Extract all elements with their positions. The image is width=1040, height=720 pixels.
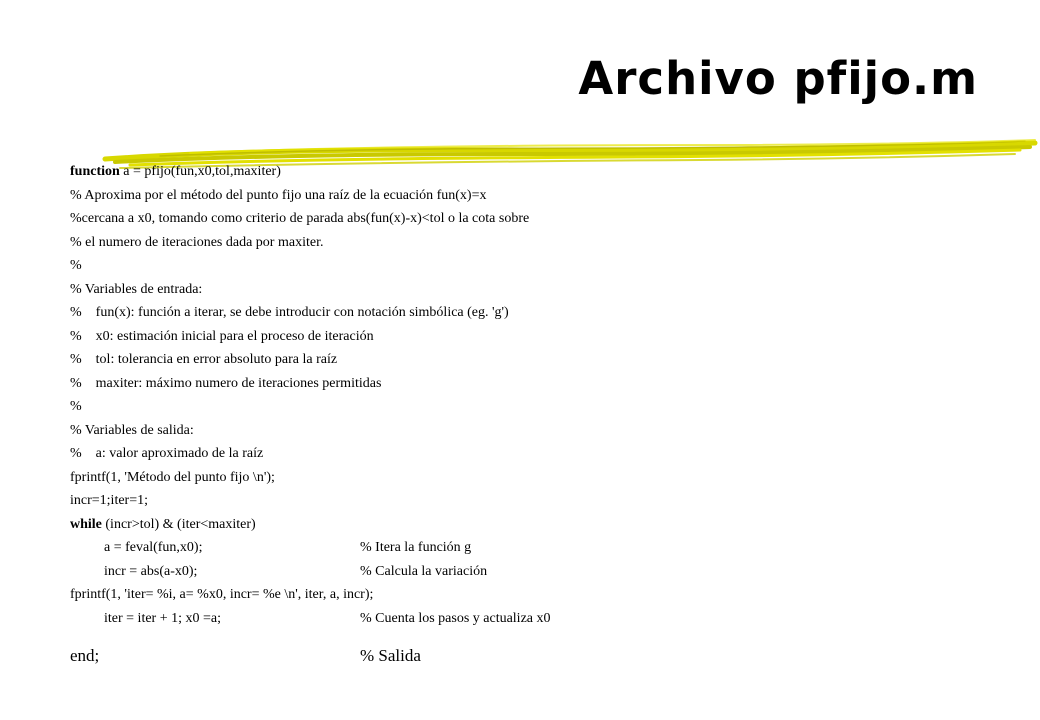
code-comment: % Itera la función g: [360, 540, 472, 555]
keyword-function: function: [70, 164, 120, 179]
code-text: a = pfijo(fun,x0,tol,maxiter): [119, 164, 281, 179]
code-line-12: % Variables de salida:: [70, 422, 194, 438]
code-line-3: %cercana a x0, tomando como criterio de parada abs(fun(x)-x)<tol o la cota sobre: [70, 211, 530, 226]
code-comment: % Cuenta los pasos y actualiza x0: [360, 610, 551, 626]
code-line-19: fprintf(1, 'iter= %i, a= %x0, incr= %e \n', iter, a, incr);: [70, 587, 374, 602]
code-line-4: % el numero de iteraciones dada por maxiter.: [70, 234, 324, 250]
slide-title: Archivo pfijo.m: [578, 52, 978, 105]
code-line-2: % Aproxima por el método del punto fijo una raíz de la ecuación fun(x)=x: [70, 187, 487, 203]
code-line-21: [70, 647, 529, 671]
code-line-1: [70, 163, 529, 187]
code-line-16: [70, 516, 529, 540]
code-line-14: fprintf(1, 'Método del punto fijo \n');: [70, 469, 275, 485]
code-line-15: incr=1;iter=1;: [70, 493, 148, 508]
code-line-20: [70, 610, 551, 634]
code-line-7: % fun(x): función a iterar, se debe introducir con notación simbólica (eg. 'g'): [70, 305, 509, 320]
code-line-5: %: [70, 258, 82, 273]
code-text: incr = abs(a-x0);: [104, 563, 198, 579]
code-line-11: %: [70, 399, 82, 414]
code-line-13: % a: valor aproximado de la raíz: [70, 446, 264, 461]
code-line-8: % x0: estimación inicial para el proceso de iteración: [70, 328, 374, 344]
code-comment: % Salida: [360, 646, 421, 665]
code-listing: [70, 163, 551, 671]
keyword-while: while: [70, 516, 102, 532]
code-line-18: [70, 563, 529, 587]
code-text: (incr>tol) & (iter<maxiter): [101, 516, 256, 532]
code-line-10: % maxiter: máximo numero de iteraciones permitidas: [70, 375, 382, 391]
code-line-6: % Variables de entrada:: [70, 281, 203, 297]
code-line-9: % tol: tolerancia en error absoluto para la raíz: [70, 352, 338, 367]
code-text: a = feval(fun,x0);: [104, 540, 203, 555]
code-line-17: [70, 539, 529, 563]
code-text: end;: [70, 646, 100, 665]
code-comment: % Calcula la variación: [360, 563, 488, 579]
code-text: iter = iter + 1; x0 =a;: [104, 610, 221, 626]
